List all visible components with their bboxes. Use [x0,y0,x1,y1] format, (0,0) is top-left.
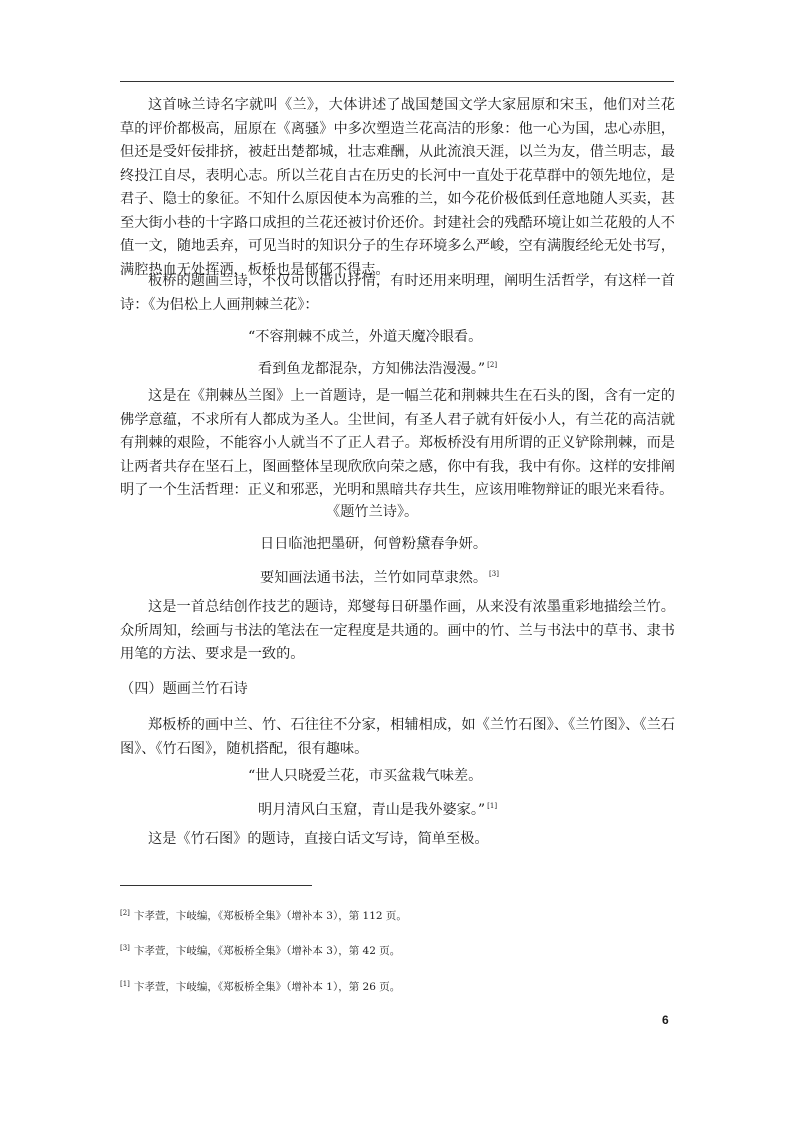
poem1-line2-text: 看到鱼龙都混杂，方知佛法浩漫漫。” [258,361,486,377]
header-rule [120,81,674,82]
paragraph-technique: 这是一首总结创作技艺的题诗，郑燮每日研墨作画，从来没有浓墨重彩地描绘兰竹。众所周知，绘画与书法的笔法在一定程度是共通的。画中的竹、兰与书法中的草书、隶书用笔的方法、要求是一致的。 [120,599,675,662]
section-heading: （四）题画兰竹石诗 [120,681,248,697]
poem2-line2 [260,564,499,588]
paragraph-inscription-intro: 板桥的题画兰诗，不仅可以借以抒情，有时还用来明理，阐明生活哲学，有这样一首诗：《为侣松上人画荆棘兰花》： [120,273,675,313]
poem2-line1: 日日临池把墨研，何曾粉黛春争妍。 [260,536,488,552]
paragraph-orchid-bamboo-stone: 郑板桥的画中兰、竹、石往往不分家，相辅相成，如《兰竹石图》、《兰竹图》、《兰石图》、《竹石图》，随机搭配，很有趣味。 [120,717,675,757]
footnote-2 [120,906,407,923]
poem3-line2 [258,796,497,820]
footnote-2-mark: [2] [120,909,130,917]
footnote-2-text: 卞孝萱，卞岐编，《郑板桥全集》（增补本 3），第 112 页。 [133,910,407,922]
paragraph-orchid-poem: 这首咏兰诗名字就叫《兰》，大体讲述了战国楚国文学大家屈原和宋玉，他们对兰花草的评价都极高，屈原在《离骚》中多次塑造兰花高洁的形象：他一心为国，忠心赤胆，但还是受奸佞排挤，被赶出楚都城，壮志难酬，从此流浪天涯，以兰为友，借兰明志，最终投江自尽，表明心志。所以兰花自古在历史的长河中一直处于花草群中的领先地位，是君子、隐士的象征。不知什么原因使本为高雅的兰，如今花价极低到任意地随人买卖，甚至大街小巷的十字路口成担的兰花还被讨价还价。封建社会的残酷环境让如兰花般的人不值一文，随地丢弃，可见当时的知识分子的生存环境多么严峻，空有满腹经纶无处书写，满腔热血无处挥洒，板桥也是郁郁不得志。 [120,97,675,278]
footnote-3-mark: [3] [120,944,130,952]
paragraph-thorn-orchid: 这是在《荆棘丛兰图》上一首题诗，是一幅兰花和荆棘共生在石头的图，含有一定的佛学意蕴，不求所有人都成为圣人。尘世间，有圣人君子就有奸佞小人，有兰花的高洁就有荆棘的艰险，不能容小人就当不了正人君子。郑板桥没有用所谓的正义铲除荆棘，而是让两者共存在坚石上，图画整体呈现欣欣向荣之感，你中有我，我中有你。这样的安排阐明了一个生活哲理：正义和邪恶，光明和黑暗共存共生，应该用唯物辩证的眼光来看待。 [120,388,675,498]
poem1-line2 [258,355,497,379]
footnote-ref-1[interactable]: [1] [487,802,498,810]
footnote-separator [120,885,312,886]
footnote-1-mark: [1] [120,980,130,988]
footnote-ref-2[interactable]: [2] [487,361,498,369]
page-number: 6 [662,1013,669,1027]
poem2-title: 《题竹兰诗》。 [326,504,419,520]
footnote-1-text: 卞孝萱，卞岐编，《郑板桥全集》（增补本 1），第 26 页。 [133,981,401,993]
poem1-line1 [248,327,482,347]
footnote-3-text: 卞孝萱，卞岐编，《郑板桥全集》（增补本 3），第 42 页。 [133,945,401,957]
poem2-line2-text: 要知画法通书法，兰竹如同草隶然。 [260,570,488,586]
poem1-line1-text: “不容荆棘不成兰，外道天魔冷眼看。 [248,329,483,345]
poem3-line2-text: 明月清风白玉窟，青山是我外婆家。” [258,802,486,818]
footnote-3 [120,941,400,958]
poem3-line1: “世人只晓爱兰花，市买盆栽气味差。 [248,768,483,784]
footnote-1 [120,977,400,994]
footnote-ref-3[interactable]: [3] [489,570,499,578]
paragraph-bamboo-stone: 这是《竹石图》的题诗，直接白话文写诗，简单至极。 [148,831,489,847]
